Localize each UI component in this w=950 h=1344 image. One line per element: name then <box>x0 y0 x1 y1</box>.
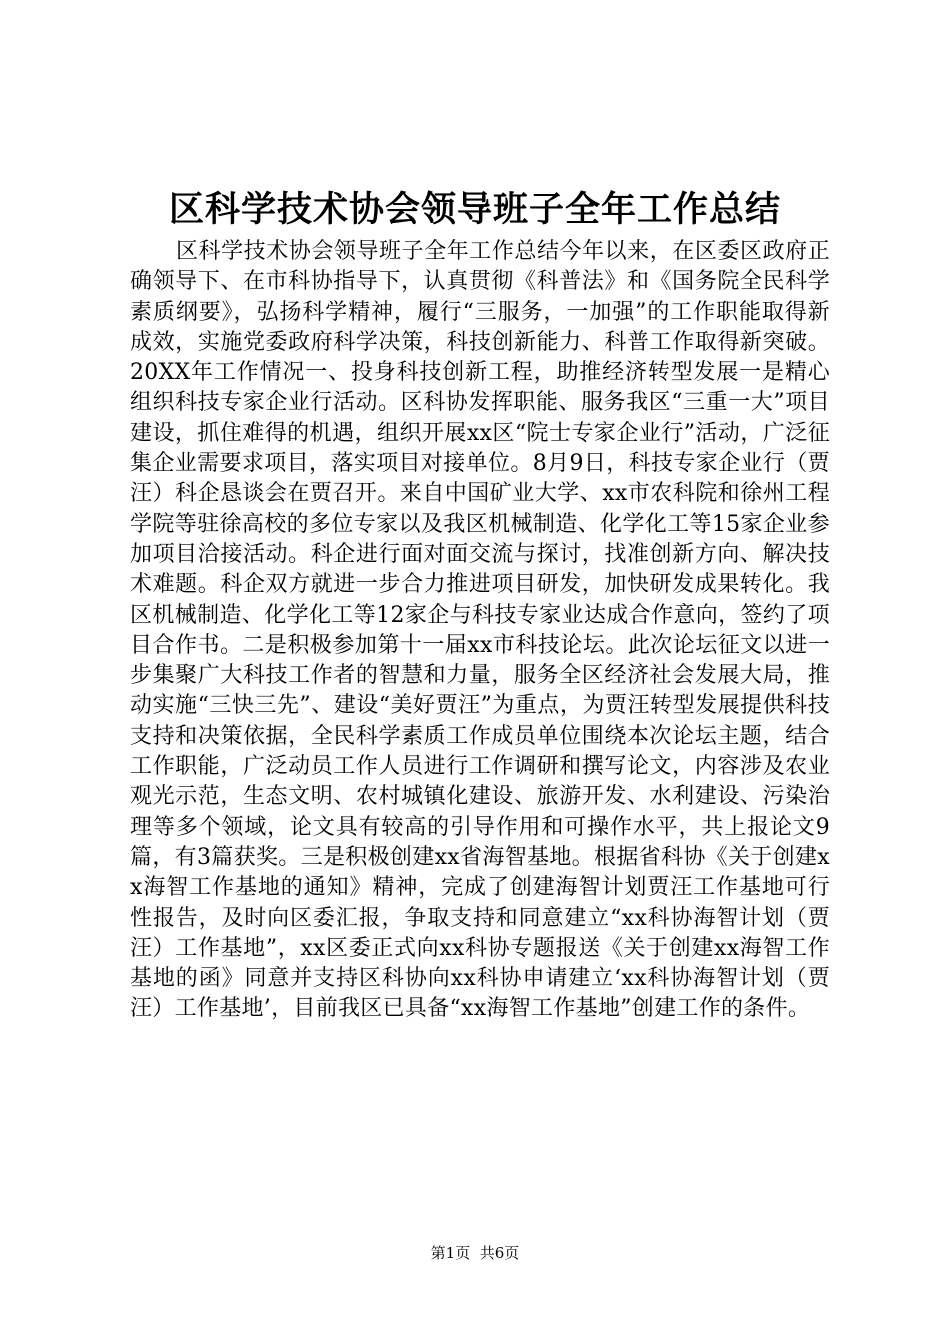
document-title: 区科学技术协会领导班子全年工作总结 <box>168 189 781 230</box>
page-total: 共6页 <box>479 1244 520 1262</box>
document-body: 区科学技术协会领导班子全年工作总结今年以来，在区委区政府正确领导下、在市科协指导下，认真贯彻《科普法》和《国务院全民科学素质纲要》，弘扬科学精神，履行“三服务，一加强”的工作职能取得新成效，实施党委政府科学决策，科技创新能力、科普工作取得新突破。20XX年工作情况一、投身科技创新工程，助推经济转型发展一是精心组织科技专家企业行活动。区科协发挥职能、服务我区“三重一大”项目建设，抓住难得的机遇，组织开展xx区“院士专家企业行”活动，广泛征集企业需要求项目，落实项目对接单位。8月9日，科技专家企业行（贾汪）科企恳谈会在贾召开。来自中国矿业大学、xx市农科院和徐州工程学院等驻徐高校的多位专家以及我区机械制造、化学化工等15家企业参加项目洽接活动。科企进行面对面交流与探讨，找准创新方向、解决技术难题。科企双方就进一步合力推进项目研发，加快研发成果转化。我区机械制造、化学化工等12家企与科技专家业达成合作意向，签约了项目合作书。二是积极参加第十一届xx市科技论坛。此次论坛征文以进一步集聚广大科技工作者的智慧和力量，服务全区经济社会发展大局，推动实施“三快三先”、建设“美好贾汪”为重点，为贾汪转型发展提供科技支持和决策依据，全民科学素质工作成员单位围绕本次论坛主题，结合工作职能，广泛动员工作人员进行工作调研和撰写论文，内容涉及农业观光示范，生态文明、农村城镇化建设、旅游开发、水利建设、污染治理等多个领域，论文具有较高的引导作用和可操作水平，共上报论文9篇，有3篇获奖。三是积极创建xx省海智基地。根据省科协《关于创建xx海智工作基地的通知》精神，完成了创建海智计划贾汪工作基地可行性报告，及时向区委汇报，争取支持和同意建立“xx科协海智计划（贾汪）工作基地”，xx区委正式向xx科协专题报送《关于创建xx海智工作基地的函》同意并支持区科协向xx科协申请建立‘xx科协海智计划（贾汪）工作基地’，目前我区已具备“xx海智工作基地”创建工作的条件。 <box>130 239 830 1022</box>
footer-separator <box>470 1244 480 1262</box>
page-footer <box>0 1243 950 1263</box>
page-number: 第1页 <box>430 1244 471 1262</box>
